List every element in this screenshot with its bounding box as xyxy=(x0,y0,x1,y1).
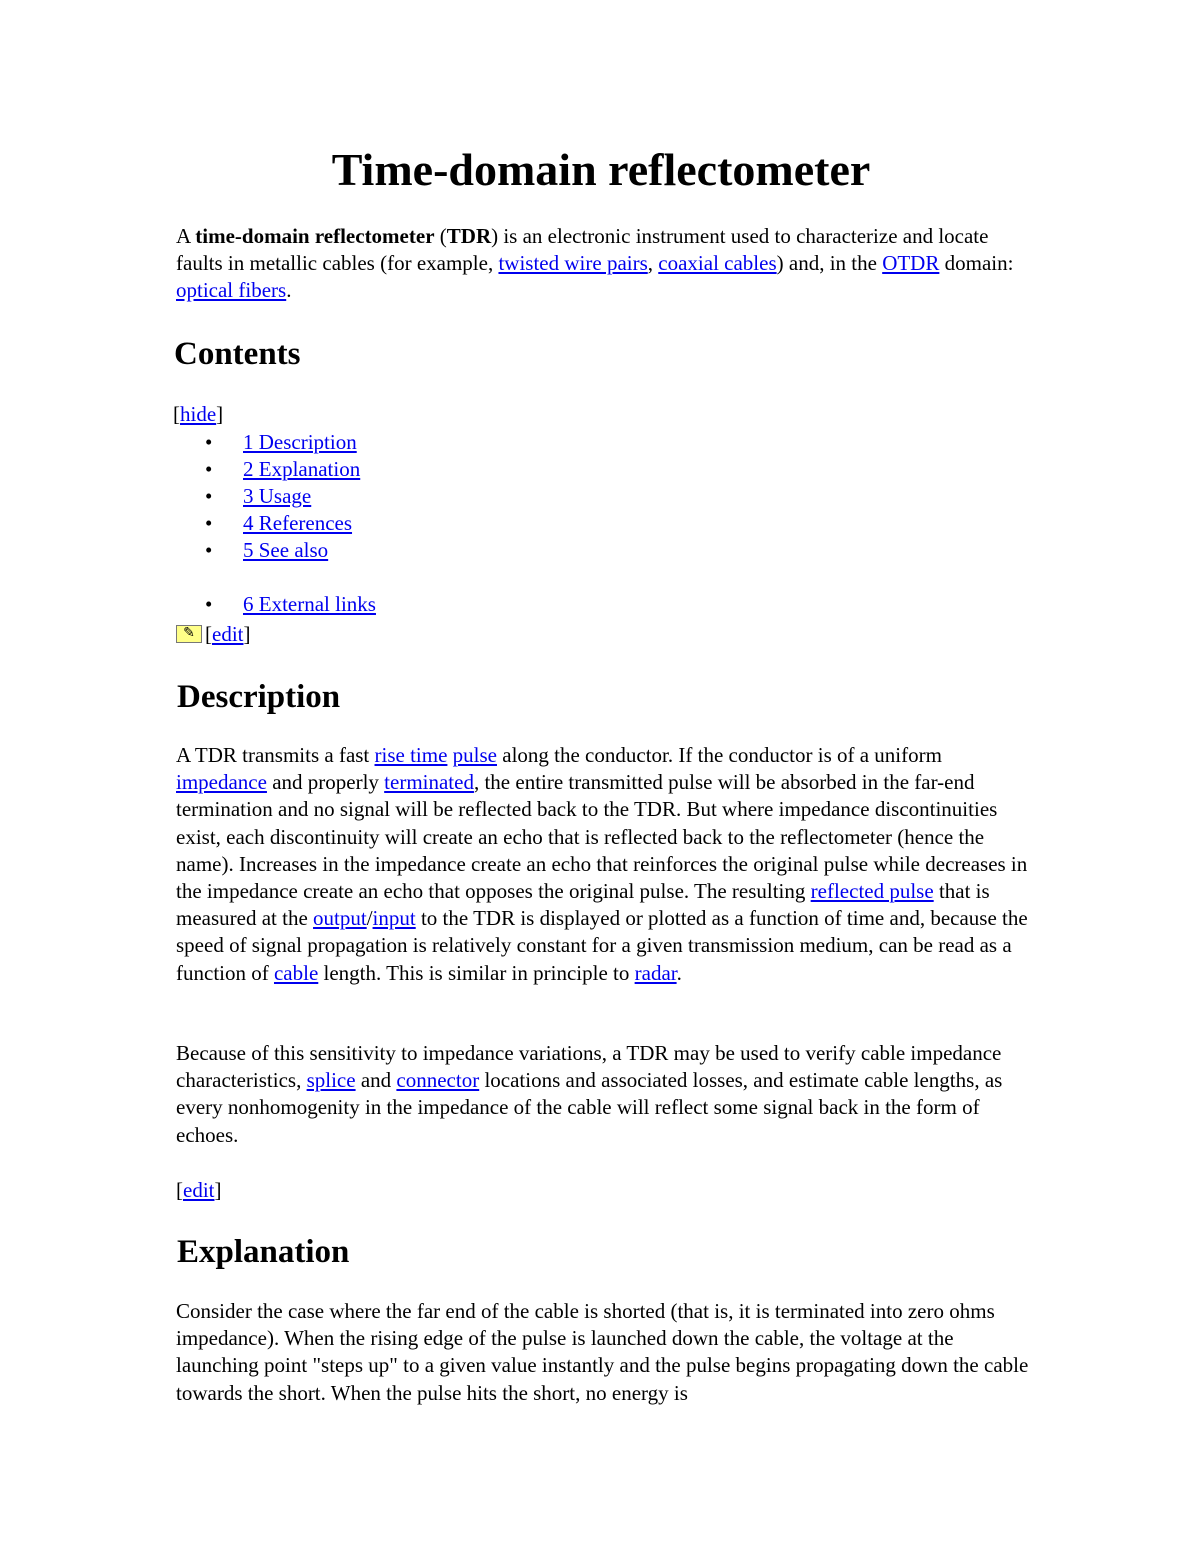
link-input[interactable]: input xyxy=(372,906,416,931)
edit-section-description xyxy=(176,620,251,648)
edit-section-explanation xyxy=(176,1176,222,1204)
text: length. This is similar in principle to xyxy=(318,960,635,985)
text: A TDR transmits a fast xyxy=(176,743,375,767)
intro-paragraph xyxy=(176,223,1026,305)
bracket: ] xyxy=(214,1178,222,1202)
toc-link-usage[interactable]: 3 Usage xyxy=(243,484,312,508)
text: that is measured at the xyxy=(176,879,990,931)
link-splice[interactable]: splice xyxy=(306,1068,356,1093)
link-rise-time[interactable]: rise time xyxy=(374,743,448,767)
intro-text: , xyxy=(647,251,659,276)
link-optical-fibers[interactable]: optical fibers xyxy=(176,278,287,303)
text: along the conductor. If the conductor is of a uniform xyxy=(497,743,942,767)
intro-text: ( xyxy=(434,224,447,248)
page-title: Time-domain reflectometer xyxy=(331,144,871,195)
toc-item xyxy=(176,510,360,537)
intro-text: A xyxy=(176,224,196,248)
bracket: [ xyxy=(173,402,180,426)
intro-bold-term: time-domain reflectometer xyxy=(195,224,435,248)
link-output[interactable]: output xyxy=(313,906,367,931)
link-twisted-wire-pairs[interactable]: twisted wire pairs xyxy=(498,251,648,276)
bracket: [ xyxy=(205,622,212,646)
text: . xyxy=(676,960,682,985)
intro-text: . xyxy=(286,278,292,303)
explanation-paragraph-1: Consider the case where the far end of the cable is shorted (that is, it is terminated into zero ohms impedance). When the rising edge of the pulse is launched down the cable, the voltage at the launching point "steps up" to a given value instantly and the pulse begins propagating down the cable towards the short. When the pulse hits the short, no energy is xyxy=(176,1299,1029,1405)
description-heading: Description xyxy=(177,679,341,715)
text: , the entire transmitted pulse will be absorbed in the far-end termination and no signal will be reflected back to the TDR. But where impedance discontinuities exist, each discontinuity will create an echo that is reflected back to the reflectometer (hence the name). Increases in the impedance create an echo that reinforces the original pulse while decreases in the impedance create an echo that opposes the original pulse. The resulting xyxy=(176,770,1028,904)
intro-text: domain: xyxy=(939,251,1014,276)
link-otdr[interactable]: OTDR xyxy=(882,251,940,276)
bracket: ] xyxy=(216,402,224,426)
toc-list xyxy=(176,429,360,564)
toc-item xyxy=(176,429,360,456)
contents-heading: Contents xyxy=(174,336,301,372)
explanation-heading: Explanation xyxy=(177,1234,350,1270)
text: / xyxy=(366,906,373,931)
toc-list-continued xyxy=(176,591,376,618)
link-reflected-pulse[interactable]: reflected pulse xyxy=(810,879,934,904)
link-radar[interactable]: radar xyxy=(634,960,677,985)
toc-item xyxy=(176,591,376,618)
text: and properly xyxy=(266,770,385,795)
link-cable[interactable]: cable xyxy=(273,960,319,985)
text: Because of this sensitivity to impedance variations, a TDR may be used to verify cable impedance characteristics, xyxy=(176,1041,1002,1093)
toc-hide-toggle xyxy=(173,400,223,428)
intro-bold-acronym: TDR xyxy=(446,224,492,248)
intro-text: ) and, in the xyxy=(776,251,883,276)
link-pulse[interactable]: pulse xyxy=(452,743,497,767)
edit-link[interactable]: edit xyxy=(183,1178,215,1202)
hide-link[interactable]: hide xyxy=(180,402,217,426)
toc-link-external-links[interactable]: 6 External links xyxy=(243,592,376,616)
link-connector[interactable]: connector xyxy=(396,1068,480,1093)
toc-link-description[interactable]: 1 Description xyxy=(243,430,357,454)
text: to the TDR is displayed or plotted as a function of time and, because the speed of signal propagation is relatively constant for a given transmission medium, can be read as a function of xyxy=(176,906,1028,985)
toc-link-explanation[interactable]: 2 Explanation xyxy=(243,457,361,481)
edit-link[interactable]: edit xyxy=(212,622,244,646)
link-impedance[interactable]: impedance xyxy=(176,770,267,795)
toc-link-references[interactable]: 4 References xyxy=(243,511,353,535)
text: and xyxy=(355,1068,397,1093)
edit-pencil-icon[interactable]: ✎ xyxy=(176,625,202,643)
link-terminated[interactable]: terminated xyxy=(384,770,474,795)
toc-link-see-also[interactable]: 5 See also xyxy=(243,538,329,562)
link-coaxial-cables[interactable]: coaxial cables xyxy=(658,251,777,276)
toc-item xyxy=(176,483,360,510)
intro-text: ) is an electronic instrument used to characterize and locate faults in metallic cables (for example, xyxy=(176,224,989,276)
bracket: [ xyxy=(176,1178,183,1202)
text: locations and associated losses, and estimate cable lengths, as every nonhomogenity in the impedance of the cable will reflect some signal back in the form of echoes. xyxy=(176,1068,1003,1147)
toc-item xyxy=(176,537,360,564)
description-paragraph-2 xyxy=(176,1040,1036,1149)
bracket: ] xyxy=(243,622,251,646)
description-paragraph-1 xyxy=(176,742,1036,987)
toc-item xyxy=(176,456,360,483)
